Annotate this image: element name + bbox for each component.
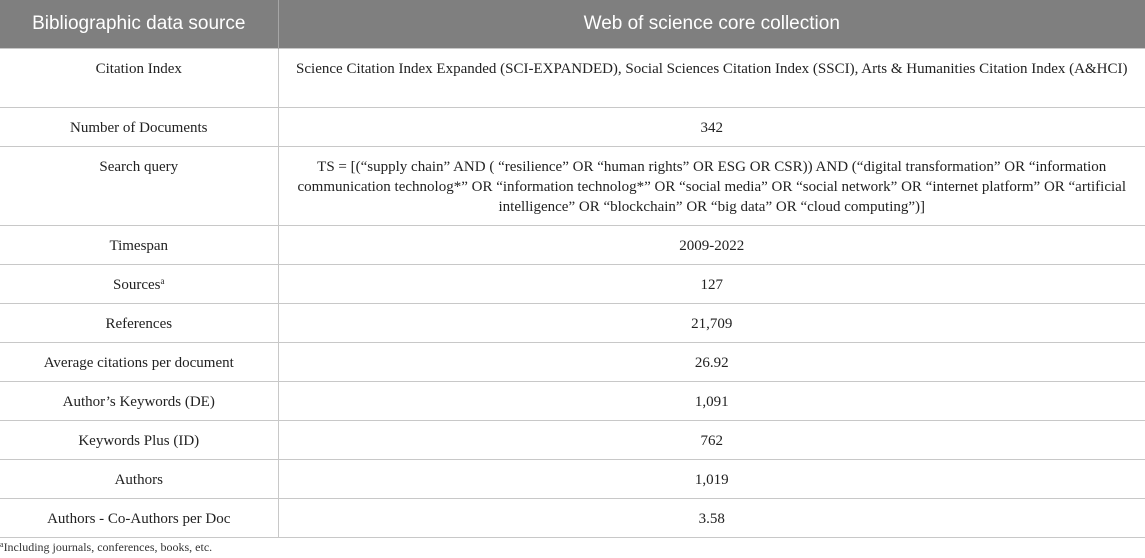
- row-key-timespan: Timespan: [0, 226, 278, 265]
- row-key-average-citations: Average citations per document: [0, 343, 278, 382]
- row-key-references: References: [0, 304, 278, 343]
- table-row: [0, 499, 1145, 538]
- row-key-co-authors-per-doc: Authors - Co-Authors per Doc: [0, 499, 278, 538]
- table-row: [0, 49, 1145, 108]
- table-row: [0, 147, 1145, 226]
- row-key-authors: Authors: [0, 460, 278, 499]
- sources-label: Sources: [113, 277, 161, 293]
- table-header-row: [0, 0, 1145, 49]
- header-web-of-science: Web of science core collection: [278, 0, 1145, 49]
- row-value-keywords-plus: 762: [278, 421, 1145, 460]
- footnote-marker: a: [0, 540, 4, 549]
- row-key-authors-keywords: Author’s Keywords (DE): [0, 382, 278, 421]
- header-bibliographic-data-source: Bibliographic data source: [0, 0, 278, 49]
- table-footnote: [0, 540, 212, 555]
- row-key-keywords-plus: Keywords Plus (ID): [0, 421, 278, 460]
- row-value-sources: 127: [278, 265, 1145, 304]
- footnote-text: Including journals, conferences, books, etc.: [3, 540, 213, 554]
- table-row: [0, 460, 1145, 499]
- row-value-references: 21,709: [278, 304, 1145, 343]
- row-key-sources: [0, 265, 278, 304]
- footnote-marker: a: [160, 276, 165, 286]
- row-key-search-query: Search query: [0, 147, 278, 226]
- table-row: [0, 265, 1145, 304]
- table-row: [0, 343, 1145, 382]
- table-row: [0, 421, 1145, 460]
- table-row: [0, 226, 1145, 265]
- row-value-citation-index: Science Citation Index Expanded (SCI-EXPANDED), Social Sciences Citation Index (SSCI), Arts & Humanities Citation Index (A&HCI): [278, 49, 1145, 108]
- row-value-authors: 1,019: [278, 460, 1145, 499]
- row-value-timespan: 2009-2022: [278, 226, 1145, 265]
- table-row: [0, 304, 1145, 343]
- row-value-average-citations: 26.92: [278, 343, 1145, 382]
- row-value-authors-keywords: 1,091: [278, 382, 1145, 421]
- row-value-number-of-documents: 342: [278, 108, 1145, 147]
- table-row: [0, 382, 1145, 421]
- table-row: [0, 108, 1145, 147]
- row-key-citation-index: Citation Index: [0, 49, 278, 108]
- row-value-search-query: TS = [(“supply chain” AND ( “resilience” OR “human rights” OR ESG OR CSR)) AND (“digital transformation” OR “information communication technolog*” OR “information technolog*” OR “social media” OR “social network” OR “internet platform” OR “artificial intelligence” OR “blockchain” OR “big data” OR “cloud computing”)]: [278, 147, 1145, 226]
- row-key-number-of-documents: Number of Documents: [0, 108, 278, 147]
- row-value-co-authors-per-doc: 3.58: [278, 499, 1145, 538]
